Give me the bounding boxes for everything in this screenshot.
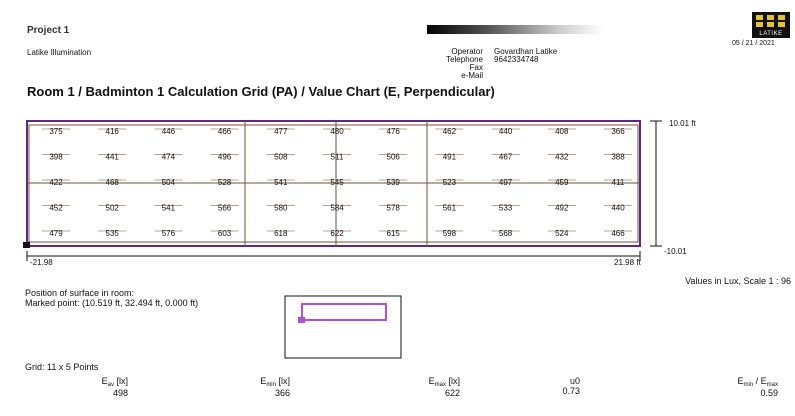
x-axis-left-label: -21.98: [30, 258, 53, 267]
grid-value: 580: [274, 203, 288, 213]
grid-value: 491: [442, 152, 457, 162]
y-axis-bottom-label: -10.01: [664, 247, 687, 256]
marked-point: [298, 317, 305, 323]
grid-value: 504: [161, 178, 176, 187]
grid-value: 441: [105, 152, 119, 162]
grid-value: 541: [274, 178, 288, 187]
stat-u0-value: 0.73: [562, 386, 580, 396]
grid-value: 541: [161, 203, 176, 213]
grid-value: 477: [274, 127, 288, 136]
grid-value: 408: [555, 127, 569, 136]
stat-eav-value: 498: [112, 388, 128, 398]
position-line-1: Position of surface in room:: [25, 288, 135, 298]
grid-value: 622: [330, 229, 344, 238]
y-axis-top-label: 10.01 ft: [669, 119, 696, 128]
grid-value: 506: [386, 152, 400, 162]
position-info: [25, 288, 275, 308]
x-axis-right-label: 21.98 ft: [614, 258, 641, 267]
stat-ratio-label: $E_{min} / E_{max}$: [737, 376, 778, 388]
page-title: Room 1 / Badminton 1 Calculation Grid (PA) / Value Chart (E, Perpendicular): [27, 84, 495, 99]
stat-ratio-value: 0.59: [760, 388, 778, 398]
grid-value: 568: [498, 229, 513, 238]
stat-u0-label: u0: [569, 376, 580, 386]
stat-emin: [220, 376, 290, 398]
grid-value: 566: [217, 203, 232, 213]
grid-value: 496: [217, 152, 232, 162]
grid-value: 366: [611, 127, 625, 136]
operator-label: Operator: [451, 47, 483, 56]
telephone-label: Telephone: [446, 55, 483, 64]
grid-value: 388: [611, 152, 625, 162]
grid-value: 452: [49, 203, 63, 213]
stat-emax-label: $E_{max}$ [lx]: [428, 376, 460, 388]
grid-value: 476: [386, 127, 400, 136]
stat-emin-value: 366: [274, 388, 290, 398]
grid-value: 524: [555, 229, 569, 238]
grid-value: 497: [498, 178, 513, 187]
grid-value: 398: [49, 152, 63, 162]
grid-value: 508: [274, 152, 288, 162]
stat-ratio: [690, 376, 778, 398]
grid-value: 440: [498, 127, 513, 136]
grid-value: 446: [161, 127, 176, 136]
grid-origin-marker: [23, 242, 30, 248]
grid-value: 466: [611, 229, 625, 238]
email-label: e-Mail: [461, 71, 483, 80]
grid-value: 533: [498, 203, 513, 213]
grid-info: Grid: 11 x 5 Points: [25, 362, 99, 372]
project-name: Project 1: [27, 25, 70, 36]
stat-emax: [390, 376, 460, 398]
logo-text: LATIKE: [759, 31, 783, 37]
grid-value: 539: [386, 178, 400, 187]
grid-value: 603: [217, 229, 232, 238]
grid-value: 523: [442, 178, 457, 187]
stat-eav-label: $E_{av}$ [lx]: [101, 376, 128, 388]
grid-value: 468: [105, 178, 119, 187]
operator-value: Govardhan Latike: [494, 47, 558, 56]
grid-value: 375: [49, 127, 63, 136]
grid-value: 511: [330, 152, 344, 162]
grid-value: 459: [555, 178, 569, 187]
grid-value: 535: [105, 229, 119, 238]
grid-value: 466: [217, 127, 232, 136]
report-date: 05 / 21 / 2021: [732, 40, 775, 47]
grid-value: 411: [611, 178, 625, 187]
grid-value: 492: [555, 203, 569, 213]
grid-value: 416: [105, 127, 119, 136]
grid-value: 462: [442, 127, 457, 136]
grid-value: 467: [498, 152, 513, 162]
grid-value: 422: [49, 178, 63, 187]
stat-eav: [78, 376, 128, 398]
grid-value: 479: [49, 229, 63, 238]
grid-value: 576: [161, 229, 176, 238]
grid-value: 432: [555, 152, 569, 162]
grid-value: 502: [105, 203, 119, 213]
stat-u0: [540, 376, 580, 396]
grid-value: 598: [442, 229, 457, 238]
grid-value: 584: [330, 203, 344, 213]
values-note: Values in Lux, Scale 1 : 96: [685, 276, 791, 286]
grid-value: 561: [442, 203, 457, 213]
grid-value: 474: [161, 152, 176, 162]
grid-value: 480: [330, 127, 344, 136]
stat-emax-value: 622: [444, 388, 460, 398]
position-line-2: Marked point: (10.519 ft, 32.494 ft, 0.000 ft): [25, 298, 199, 308]
grid-value: 528: [217, 178, 232, 187]
grid-value: 615: [386, 229, 400, 238]
grid-value: 578: [386, 203, 400, 213]
fax-label: Fax: [469, 63, 483, 72]
grid-value: 440: [611, 203, 625, 213]
telephone-value: 9642334748: [494, 55, 539, 64]
stat-emin-label: $E_{min}$ [lx]: [260, 376, 290, 388]
company-name: Latike Illumination: [27, 48, 92, 57]
grid-value: 545: [330, 178, 344, 187]
grid-value: 618: [274, 229, 288, 238]
